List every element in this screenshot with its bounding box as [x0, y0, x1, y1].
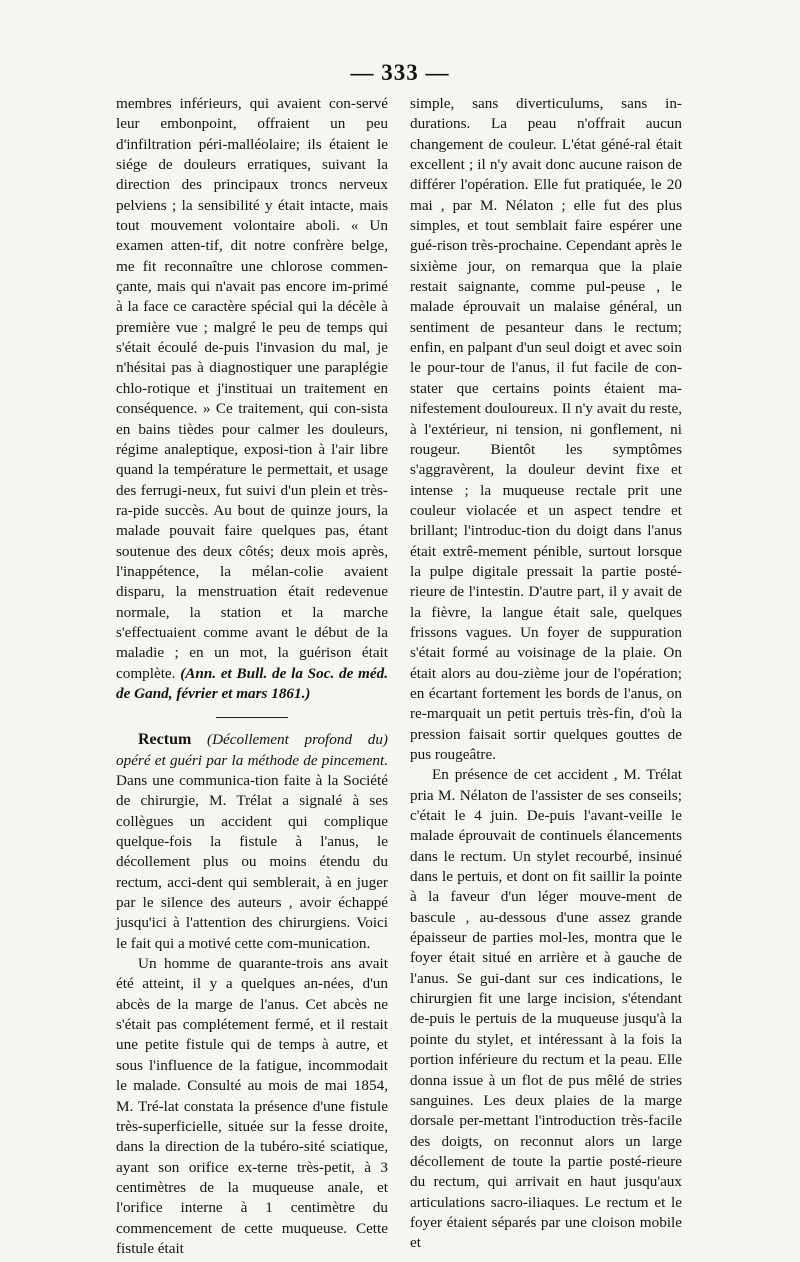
article-subtitle: (Décollement profond du) opéré et guéri par la méthode de pincement.: [116, 731, 388, 769]
continued-paragraph: [116, 94, 388, 704]
article-intro-paragraph: [116, 730, 388, 954]
article-title: Rectum: [138, 731, 192, 749]
page-number: — 333 —: [350, 60, 450, 85]
left-column: [116, 94, 388, 1259]
article-paragraph: Un homme de quarante-trois ans avait été atteint, il y a quelques an-nées, d'un abcès de la marge de l'anus. Cet abcès ne s'était pas complétement fermé, et il restait une petite fistule qui de temps à autre, et sous l'influence de la fatigue, incommodait le malade. Consulté au mois de mai 1854, M. Tré-lat constata la présence d'une fistule très-superficielle, située sur la fesse droite, dans la direction de la tubéro-sité sciatique, ayant son orifice ex-terne très-petit, à 3 centimètres de la muqueuse anale, et l'orifice interne à 1 centimètre du commencement de cette muqueuse. Cette fistule était: [116, 955, 388, 1257]
continued-text: membres inférieurs, qui avaient con-servé leur embonpoint, offraient un peu d'infiltration péri-malléolaire; ils étaient le siége de douleurs erratiques, suivant la direction des principaux troncs nerveux pelviens ; la sensibilité y était intacte, mais tout mouvement volontaire aboli. « Un examen atten-tif, dit notre confrère belge, me fit reconnaître une chlorose commen-çante, mais qui n'avait pas encore im-primé à la face ce caractère spécial qui la décèle à première vue ; malgré le peu de temps qui s'était écoulé de-puis l'invasion du mal, je n'hésitai pas à diagnostiquer une paraplégie chlo-rotique et j'instituai un traitement en conséquence. » Ce traitement, qui con-sista en bains tièdes pour calmer les douleurs, régime analeptique, exposi-tion à l'air libre quand la température le permettait, et usage des ferrugi-neux, fut suivi d'un plein et très-ra-pide succès. Au bout de quinze jours, la malade pouvait faire quelques pas, étant soutenue des deux côtés; deux mois après, l'inappétence, la mélan-colie avaient disparu, la menstruation était redevenue normale, la station et la marche s'effectuaient comme avant le début de la maladie ; en un mot, la guérison était complète.: [116, 95, 388, 682]
right-column: [410, 94, 682, 1254]
article-paragraph: En présence de cet accident , M. Trélat pria M. Nélaton de l'assister de ses conseils; c'était le 4 juin. De-puis l'avant-veille le malade éprouvait de continuels élancements dans le rectum. Un stylet recourbé, insinué dans le pertuis, et dont on fit saillir la pointe à la faveur d'un léger mouve-ment de bascule , au-dessous d'une assez grande épaisseur de parties mol-les, montra que le foyer était situé en arrière et à gauche de l'anus. Se gui-dant sur ces indications, le chirurgien fit une large incision, s'étendant de-puis le pertuis de la muqueuse jusqu'à la pointe du stylet, et intéressant à la fois la portion inférieure du rectum et la peau. Elle donna issue à un flot de pus mêlé de stries sanguines. Les deux plaies de la marge dorsale per-mettant l'introduction très-facile des doigts, on reconnut alors un large décollement de toute la partie posté-rieure du rectum, qui arrivait en haut jusqu'aux articulations sacro-iliaques. Le rectum et le foyer étaient séparés par une cloison mobile et: [410, 766, 682, 1252]
journal-reference: (Ann. et Bull. de la Soc. de méd. de Gand, février et mars 1861.): [116, 664, 388, 702]
article-paragraph: simple, sans diverticulums, sans in-durations. La peau n'offrait aucun changement de couleur. L'état géné-ral était excellent ; il n'y avait donc aucune raison de différer l'opération. Elle fut pratiquée, le 20 mai , par M. Nélaton ; elle fut des plus simples, et tout semblait faire espérer une gué-rison très-prochaine. Cependant après le sixième jour, on remarqua que la plaie restait saignante, comme pul-peuse , le malade éprouvait un malaise général, un sentiment de pesanteur dans le rectum; enfin, en palpant d'un seul doigt et avec soin le pour-tour de l'anus, il fut facile de con-stater que certains points étaient ma-nifestement douloureux. Il n'y avait du reste, à l'extérieur, ni tension, ni gonflement, ni rougeur. Bientôt les symptômes s'aggravèrent, la douleur devint fixe et intense ; la muqueuse rectale prit une couleur violacée et un aspect tendre et brillant; l'introduc-tion du doigt dans l'anus était extrê-mement pénible, surtout lorsque la pulpe digitale pressait la partie posté-rieure de l'intestin. D'autre part, il y avait de la fièvre, la langue était sale, quelques frissons vagues. Un foyer de suppuration s'était formé au voisinage de la plaie. On était alors au dou-zième jour de l'opération; en écartant fortement les bords de l'anus, on re-marquait un petit pertuis très-fin, d'où la pression faisait sortir quelques gouttes de pus rougeâtre.: [410, 95, 682, 763]
section-separator: [216, 717, 288, 718]
article-intro-text: Dans une communica-tion faite à la Société de chirurgie, M. Trélat a signalé à ses collègues un accident qui complique quelque-fois la fistule à l'anus, le décollement plus ou moins étendu du rectum, acci-dent qui semblerait, à en juger par le silence des auteurs , avoir échappé jusqu'ici à l'attention des chirurgiens. Voici le fait qui a motivé cette com-munication.: [116, 772, 388, 952]
